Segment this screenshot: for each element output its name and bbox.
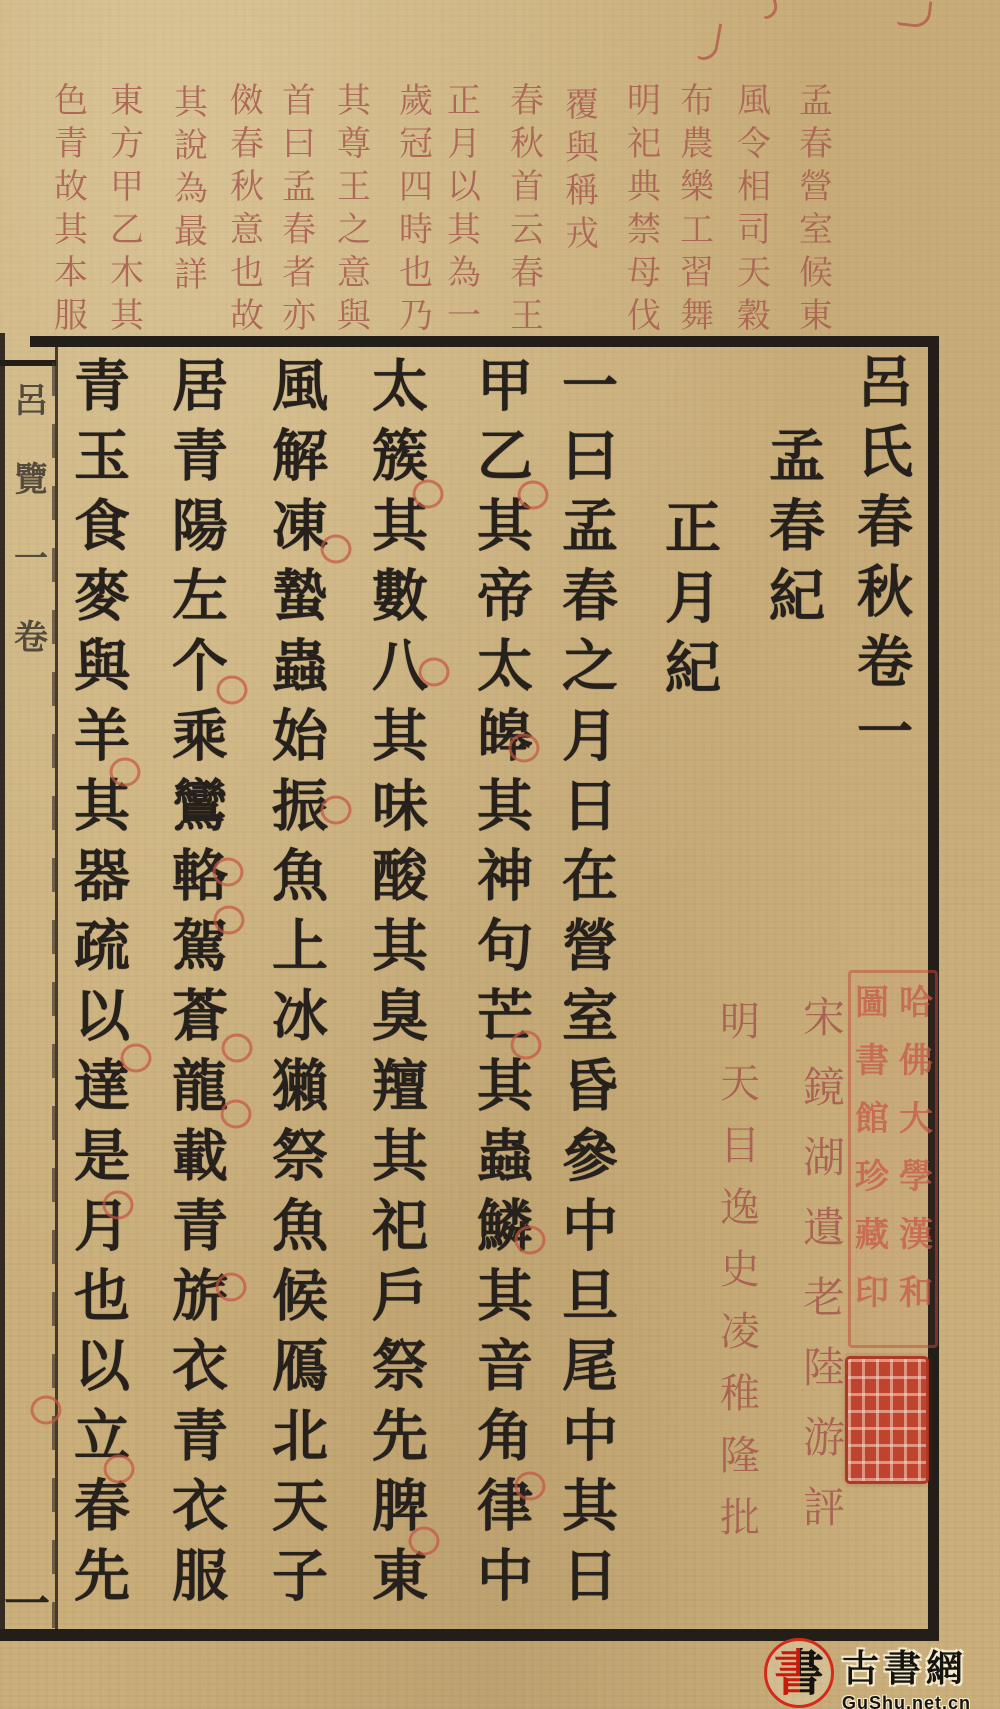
reading-circle-mark bbox=[121, 1044, 152, 1073]
body-text-column: 青玉食麥與羊其器疏以達是月也以立春先 bbox=[66, 356, 128, 1616]
reading-circle-mark bbox=[222, 1034, 253, 1063]
margin-annotation-column: 正月以其為一 bbox=[441, 82, 479, 340]
watermark-text bbox=[842, 1638, 971, 1709]
library-seal-column: 圖書館珍藏印 bbox=[849, 984, 887, 1332]
site-url: GuShu.net.cn bbox=[842, 1693, 971, 1709]
reading-circle-mark bbox=[221, 1100, 252, 1129]
body-text-column: 正月紀 bbox=[657, 498, 719, 708]
margin-annotation-column: 其說為最詳 bbox=[168, 84, 206, 299]
reading-circle-mark bbox=[217, 676, 248, 705]
logo-glyph: 書 bbox=[774, 1645, 824, 1701]
reading-circle-mark bbox=[321, 796, 352, 825]
reading-circle-mark bbox=[110, 758, 141, 787]
reading-circle-mark bbox=[509, 734, 540, 763]
body-text-column: 太簇其數八其味酸其臭羶其祀戶祭先脾東 bbox=[364, 356, 426, 1616]
reading-circle-mark bbox=[214, 906, 245, 935]
reading-circle-mark bbox=[413, 480, 444, 509]
reading-circle-mark bbox=[511, 1031, 542, 1060]
reading-circle-mark bbox=[409, 1527, 440, 1556]
annotator-credit-column: 明天目逸史凌稚隆批 bbox=[714, 1000, 760, 1558]
annotator-credit-column: 宋鏡湖遺老陸游評 bbox=[797, 995, 843, 1555]
red-margin-mark bbox=[760, 0, 780, 20]
red-margin-mark bbox=[697, 21, 722, 63]
reading-circle-mark bbox=[31, 1396, 62, 1425]
reading-circle-mark bbox=[419, 658, 450, 687]
body-text-column: 孟春紀 bbox=[761, 426, 823, 636]
margin-annotation-column: 風令相司天穀 bbox=[731, 82, 769, 340]
reading-circle-mark bbox=[213, 858, 244, 887]
gushu-logo-icon bbox=[764, 1638, 834, 1708]
margin-annotation-column: 春秋首云春王 bbox=[504, 82, 542, 340]
body-text-column: 甲乙其帝太皞其神句芒其蟲鱗其音角律中 bbox=[469, 356, 531, 1616]
body-text-column: 風解凍蟄蟲始振魚上冰獺祭魚候鴈北天子 bbox=[264, 356, 326, 1616]
spine-top-rule bbox=[0, 360, 56, 366]
watermark bbox=[764, 1638, 971, 1709]
reading-circle-mark bbox=[515, 1226, 546, 1255]
red-margin-mark bbox=[897, 0, 933, 29]
spine-label: 呂覽一卷 bbox=[8, 382, 46, 698]
margin-annotation-column: 孟春營室候東 bbox=[793, 82, 831, 340]
margin-annotation-column: 東方甲乙木其 bbox=[104, 82, 142, 340]
body-text-column: 呂氏春秋卷一 bbox=[849, 352, 911, 772]
margin-annotation-column: 傚春秋意也故 bbox=[224, 82, 262, 340]
reading-circle-mark bbox=[104, 1455, 135, 1484]
margin-annotation-column: 歲冠四時也乃 bbox=[393, 82, 431, 340]
reading-circle-mark bbox=[518, 481, 549, 510]
reading-circle-mark bbox=[515, 1472, 546, 1501]
reading-circle-mark bbox=[321, 535, 352, 564]
margin-annotation-column: 其尊王之意與 bbox=[331, 82, 369, 340]
reading-circle-mark bbox=[216, 1273, 247, 1302]
collector-seal bbox=[845, 1356, 929, 1484]
margin-annotation-column: 明祀典禁母伐 bbox=[621, 82, 659, 340]
spine-fold-dashed-line bbox=[52, 362, 55, 1628]
page-number: 一 bbox=[4, 1579, 50, 1630]
margin-annotation-column: 布農樂工習舞 bbox=[674, 82, 712, 340]
library-seal-column: 哈佛大學漢和 bbox=[893, 984, 931, 1332]
margin-annotation-column: 首曰孟春者亦 bbox=[276, 82, 314, 340]
body-text-column: 一曰孟春之月日在營室昏參中旦尾中其日 bbox=[554, 356, 616, 1616]
margin-annotation-column: 色青故其本服 bbox=[48, 82, 86, 340]
site-name: 古書網 bbox=[842, 1649, 968, 1690]
margin-annotation-column: 覆與稱戎 bbox=[559, 86, 597, 258]
body-text-column: 居青陽左个乘鸞輅駕蒼龍載青旂衣青衣服 bbox=[164, 356, 226, 1616]
reading-circle-mark bbox=[103, 1191, 134, 1220]
